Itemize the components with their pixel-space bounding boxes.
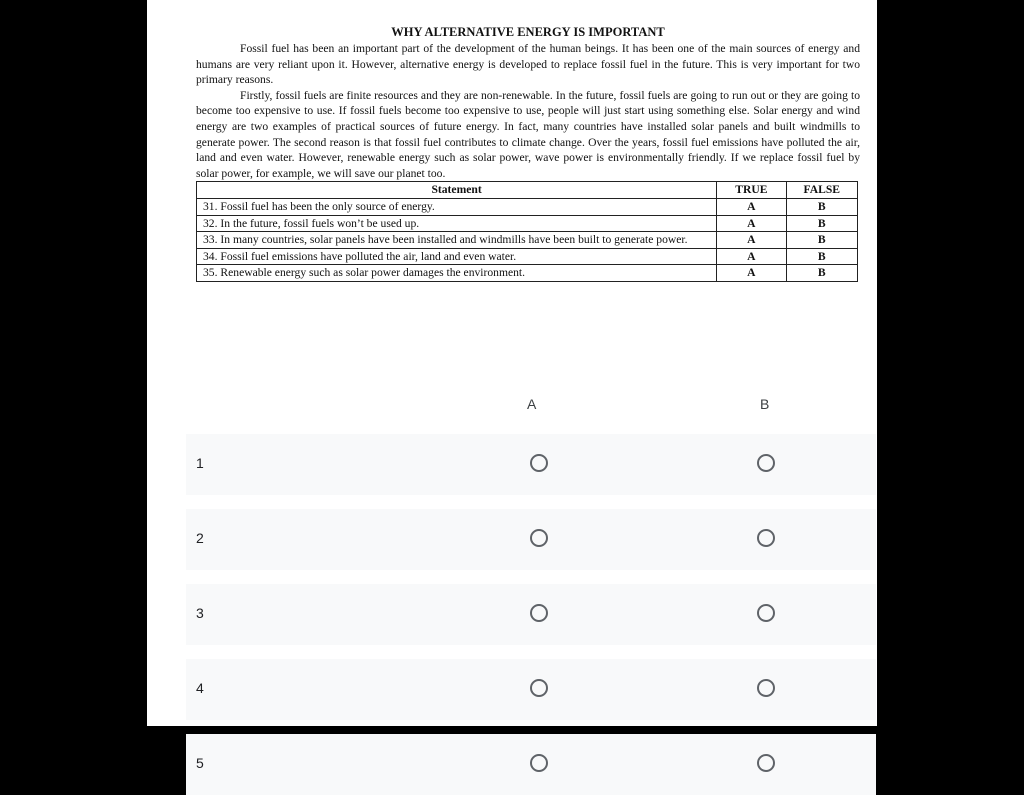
header-statement: Statement [197, 182, 717, 199]
false-cell: B [786, 248, 857, 265]
radio-a[interactable] [530, 454, 548, 472]
table-row [197, 265, 858, 282]
column-label-b: B [760, 396, 770, 412]
row-label: 4 [196, 680, 204, 696]
true-cell: A [717, 248, 786, 265]
grid-header [186, 384, 876, 420]
question-image [196, 24, 860, 282]
grid-row-5 [186, 734, 876, 795]
radio-b[interactable] [757, 454, 775, 472]
table-row [197, 232, 858, 249]
statement-cell: 33. In many countries, solar panels have been installed and windmills have been built to generate power. [197, 232, 717, 249]
true-cell: A [717, 265, 786, 282]
radio-b[interactable] [757, 679, 775, 697]
paragraph-2: Firstly, fossil fuels are finite resources and they are non-renewable. In the future, fossil fuels are going to run out or they are going to become too expensive to use. If fossil fuels become too expensive to use, people will just start using something else. Solar energy and wind energy are two examples of practical sources of future energy. In fact, many countries have installed solar panels and built windmills to generate power. The second reason is that fossil fuel contributes to climate change. Over the years, fossil fuel emissions have polluted the air, land and even water. However, renewable energy such as solar power, wave power is environmentally friendly. If we replace fossil fuel by solar power, for example, we will save our planet too. [196, 88, 860, 180]
paragraph-1: Fossil fuel has been an important part of the development of the human beings. It has been one of the main sources of energy and humans are very reliant upon it. However, alternative energy is developed to replace fossil fuel in the future. This is very important for two primary reasons. [196, 42, 860, 87]
document-title: WHY ALTERNATIVE ENERGY IS IMPORTANT [391, 25, 665, 39]
grid-row-2 [186, 509, 876, 570]
table-row [197, 215, 858, 232]
column-label-a: A [527, 396, 537, 412]
false-cell: B [786, 215, 857, 232]
form-page [147, 0, 877, 771]
row-label: 2 [196, 530, 204, 546]
true-cell: A [717, 232, 786, 249]
table-row [197, 248, 858, 265]
false-cell: B [786, 232, 857, 249]
radio-a[interactable] [530, 604, 548, 622]
false-cell: B [786, 265, 857, 282]
statement-cell: 34. Fossil fuel emissions have polluted the air, land and even water. [197, 248, 717, 265]
true-false-table [196, 181, 858, 282]
table-header-row [197, 182, 858, 199]
table-row [197, 198, 858, 215]
true-cell: A [717, 198, 786, 215]
grid-row-1 [186, 434, 876, 495]
row-label: 1 [196, 455, 204, 471]
statement-cell: 32. In the future, fossil fuels won’t be used up. [197, 215, 717, 232]
statement-cell: 31. Fossil fuel has been the only source of energy. [197, 198, 717, 215]
radio-b[interactable] [757, 529, 775, 547]
row-label: 3 [196, 605, 204, 621]
statement-cell: 35. Renewable energy such as solar power damages the environment. [197, 265, 717, 282]
true-cell: A [717, 215, 786, 232]
grid-row-4 [186, 659, 876, 720]
radio-b[interactable] [757, 604, 775, 622]
false-cell: B [786, 198, 857, 215]
radio-a[interactable] [530, 754, 548, 772]
radio-b[interactable] [757, 754, 775, 772]
row-label: 5 [196, 755, 204, 771]
grid-row-3 [186, 584, 876, 645]
radio-a[interactable] [530, 529, 548, 547]
header-true: TRUE [717, 182, 786, 199]
header-false: FALSE [786, 182, 857, 199]
radio-a[interactable] [530, 679, 548, 697]
choice-grid [186, 384, 876, 795]
